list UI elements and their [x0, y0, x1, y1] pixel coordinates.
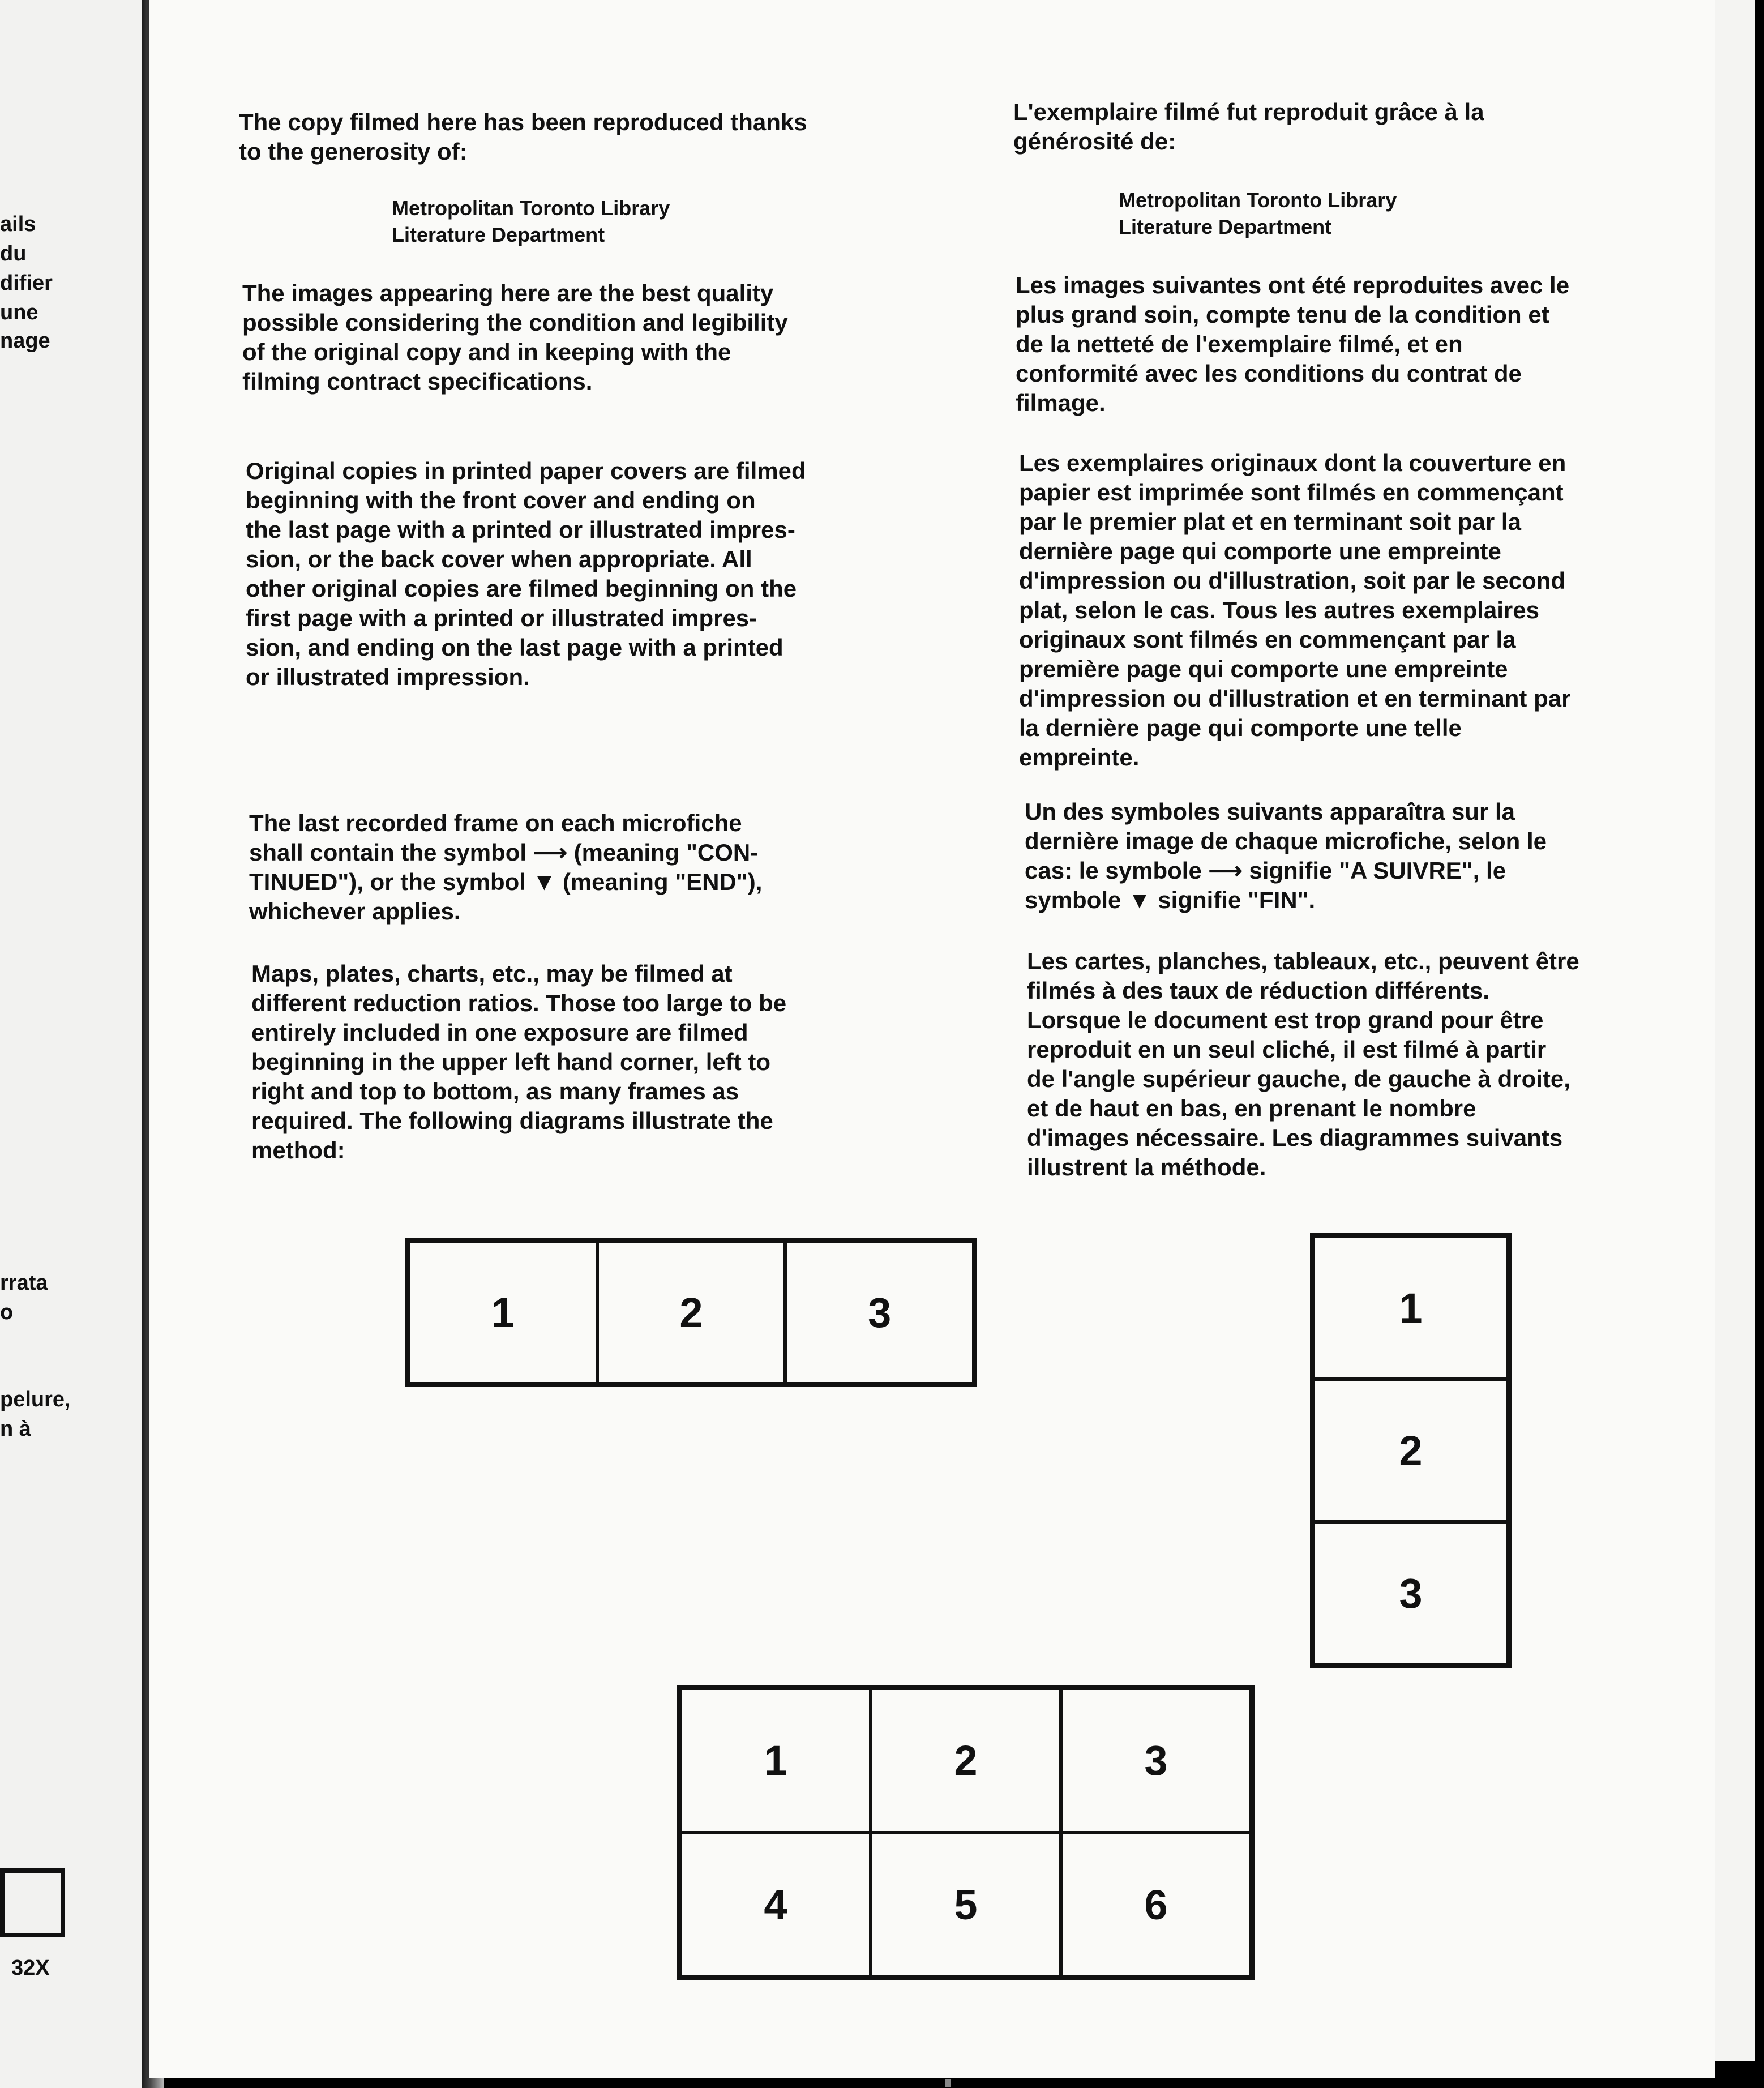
text-line: sion, and ending on the last page with a printed [246, 634, 783, 661]
text-line: plus grand soin, compte tenu de la condition et [1016, 301, 1549, 328]
text-line: Literature Department [1119, 215, 1332, 238]
text-line: to the generosity of: [239, 138, 468, 165]
text-line: other original copies are filmed beginning on the [246, 575, 797, 602]
reduction-box [0, 1868, 65, 1937]
text-line: par le premier plat et en terminant soit par la [1019, 508, 1521, 535]
text-line: générosité de: [1013, 128, 1176, 155]
text-line: required. The following diagrams illustrate the [251, 1107, 773, 1134]
french-paragraph-quality [1016, 271, 1569, 418]
text-line: la dernière page qui comporte une telle [1019, 714, 1462, 741]
text-line: whichever applies. [249, 898, 461, 925]
diagram-vertical [1310, 1233, 1512, 1668]
text-line: Un des symboles suivants apparaîtra sur la [1025, 798, 1515, 825]
english-paragraph-covers [246, 456, 806, 692]
text-line: or illustrated impression. [246, 664, 530, 690]
frame-cell: 3 [785, 1241, 974, 1384]
text-line: dernière image de chaque microfiche, selon le [1025, 828, 1547, 854]
text-line: empreinte. [1019, 744, 1140, 771]
text-line: d'impression ou d'illustration, soit par le second [1019, 567, 1566, 594]
text-line: d'images nécessaire. Les diagrammes suivants [1027, 1124, 1563, 1151]
text-line: of the original copy and in keeping with the [242, 339, 731, 365]
frame-cell: 6 [1061, 1833, 1251, 1977]
text-line: right and top to bottom, as many frames as [251, 1078, 739, 1105]
text-line: et de haut en bas, en prenant le nombre [1027, 1095, 1476, 1122]
text-line: Les images suivantes ont été reproduites avec le [1016, 272, 1570, 298]
text-line: Metropolitan Toronto Library [1119, 189, 1397, 212]
text-line: TINUED"), or the symbol ▼ (meaning "END"), [249, 868, 763, 895]
text-line: dernière page qui comporte une empreinte [1019, 538, 1501, 564]
film-mark [945, 2079, 951, 2087]
text-line: filmés à des taux de réduction différents. [1027, 977, 1489, 1004]
english-intro [239, 108, 807, 166]
frame-cell: 2 [1313, 1379, 1508, 1522]
text-line: reproduit en un seul cliché, il est filmé à partir [1027, 1036, 1547, 1063]
text-line: illustrent la méthode. [1027, 1154, 1266, 1180]
text-line: method: [251, 1137, 345, 1163]
sliver-text: n à [0, 1417, 31, 1441]
frame-cell: 1 [680, 1688, 871, 1833]
frame-cell: 5 [871, 1833, 1061, 1977]
text-line: sion, or the back cover when appropriate. All [246, 546, 752, 572]
french-intro [1013, 97, 1484, 156]
text-line: beginning in the upper left hand corner, left to [251, 1049, 771, 1075]
text-line: Literature Department [392, 223, 605, 246]
french-paragraph-covers [1019, 448, 1570, 772]
text-line: Metropolitan Toronto Library [392, 196, 670, 220]
text-line: Original copies in printed paper covers are filmed [246, 457, 806, 484]
frame-cell: 3 [1313, 1522, 1508, 1665]
frame-cell: 2 [871, 1688, 1061, 1833]
text-line: the last page with a printed or illustrated impres- [246, 516, 795, 543]
frame-cell: 1 [409, 1241, 597, 1384]
english-credit [392, 195, 670, 248]
text-line: The images appearing here are the best quality [242, 280, 774, 306]
text-line: Les cartes, planches, tableaux, etc., peuvent être [1027, 948, 1579, 974]
text-line: originaux sont filmés en commençant par la [1019, 626, 1516, 653]
right-paper-edge [1715, 0, 1755, 2061]
english-paragraph-quality [242, 279, 788, 396]
text-line: possible considering the condition and legibility [242, 309, 788, 336]
text-line: filmage. [1016, 390, 1106, 416]
text-line: papier est imprimée sont filmés en commençant [1019, 479, 1564, 506]
text-line: L'exemplaire filmé fut reproduit grâce à la [1013, 99, 1484, 125]
text-line: de la netteté de l'exemplaire filmé, et en [1016, 331, 1463, 357]
text-line: first page with a printed or illustrated impres- [246, 605, 757, 631]
sliver-text: nage [0, 329, 50, 353]
text-line: The copy filmed here has been reproduced thanks [239, 109, 807, 135]
sliver-text: difier [0, 271, 53, 295]
text-line: symbole ▼ signifie "FIN". [1025, 887, 1316, 913]
frame-cell: 1 [1313, 1236, 1508, 1379]
text-line: entirely included in one exposure are filmed [251, 1019, 748, 1046]
frame-cell: 2 [597, 1241, 786, 1384]
sliver-text: rrata [0, 1271, 48, 1295]
text-line: Maps, plates, charts, etc., may be filmed at [251, 960, 733, 987]
text-line: de l'angle supérieur gauche, de gauche à droite, [1027, 1066, 1570, 1092]
text-line: d'impression ou d'illustration et en terminant par [1019, 685, 1571, 712]
sliver-text: ails [0, 212, 36, 236]
english-paragraph-symbols [249, 808, 762, 926]
text-line: beginning with the front cover and ending on [246, 487, 756, 514]
french-paragraph-symbols [1025, 797, 1547, 915]
left-page-sliver [0, 0, 142, 2088]
sliver-text: une [0, 301, 38, 324]
diagram-horizontal [405, 1238, 977, 1387]
text-line: première page qui comporte une empreinte [1019, 656, 1508, 682]
text-line: plat, selon le cas. Tous les autres exemplaires [1019, 597, 1539, 623]
english-paragraph-maps [251, 959, 786, 1165]
text-line: The last recorded frame on each microfiche [249, 810, 742, 836]
sliver-text: o [0, 1300, 14, 1324]
frame-cell: 4 [680, 1833, 871, 1977]
text-line: shall contain the symbol ⟶ (meaning "CON- [249, 839, 759, 866]
sliver-text: du [0, 242, 27, 266]
french-paragraph-maps [1027, 947, 1579, 1182]
text-line: cas: le symbole ⟶ signifie "A SUIVRE", le [1025, 857, 1506, 884]
text-line: conformité avec les conditions du contrat de [1016, 360, 1522, 387]
diagram-grid [677, 1685, 1255, 1980]
frame-cell: 3 [1061, 1688, 1251, 1833]
text-line: filming contract specifications. [242, 368, 593, 395]
sliver-text: pelure, [0, 1388, 71, 1411]
text-line: Lorsque le document est trop grand pour être [1027, 1007, 1544, 1033]
french-credit [1119, 187, 1397, 240]
text-line: different reduction ratios. Those too large to be [251, 990, 787, 1016]
text-line: Les exemplaires originaux dont la couverture en [1019, 450, 1566, 476]
reduction-label: 32X [11, 1956, 50, 1980]
